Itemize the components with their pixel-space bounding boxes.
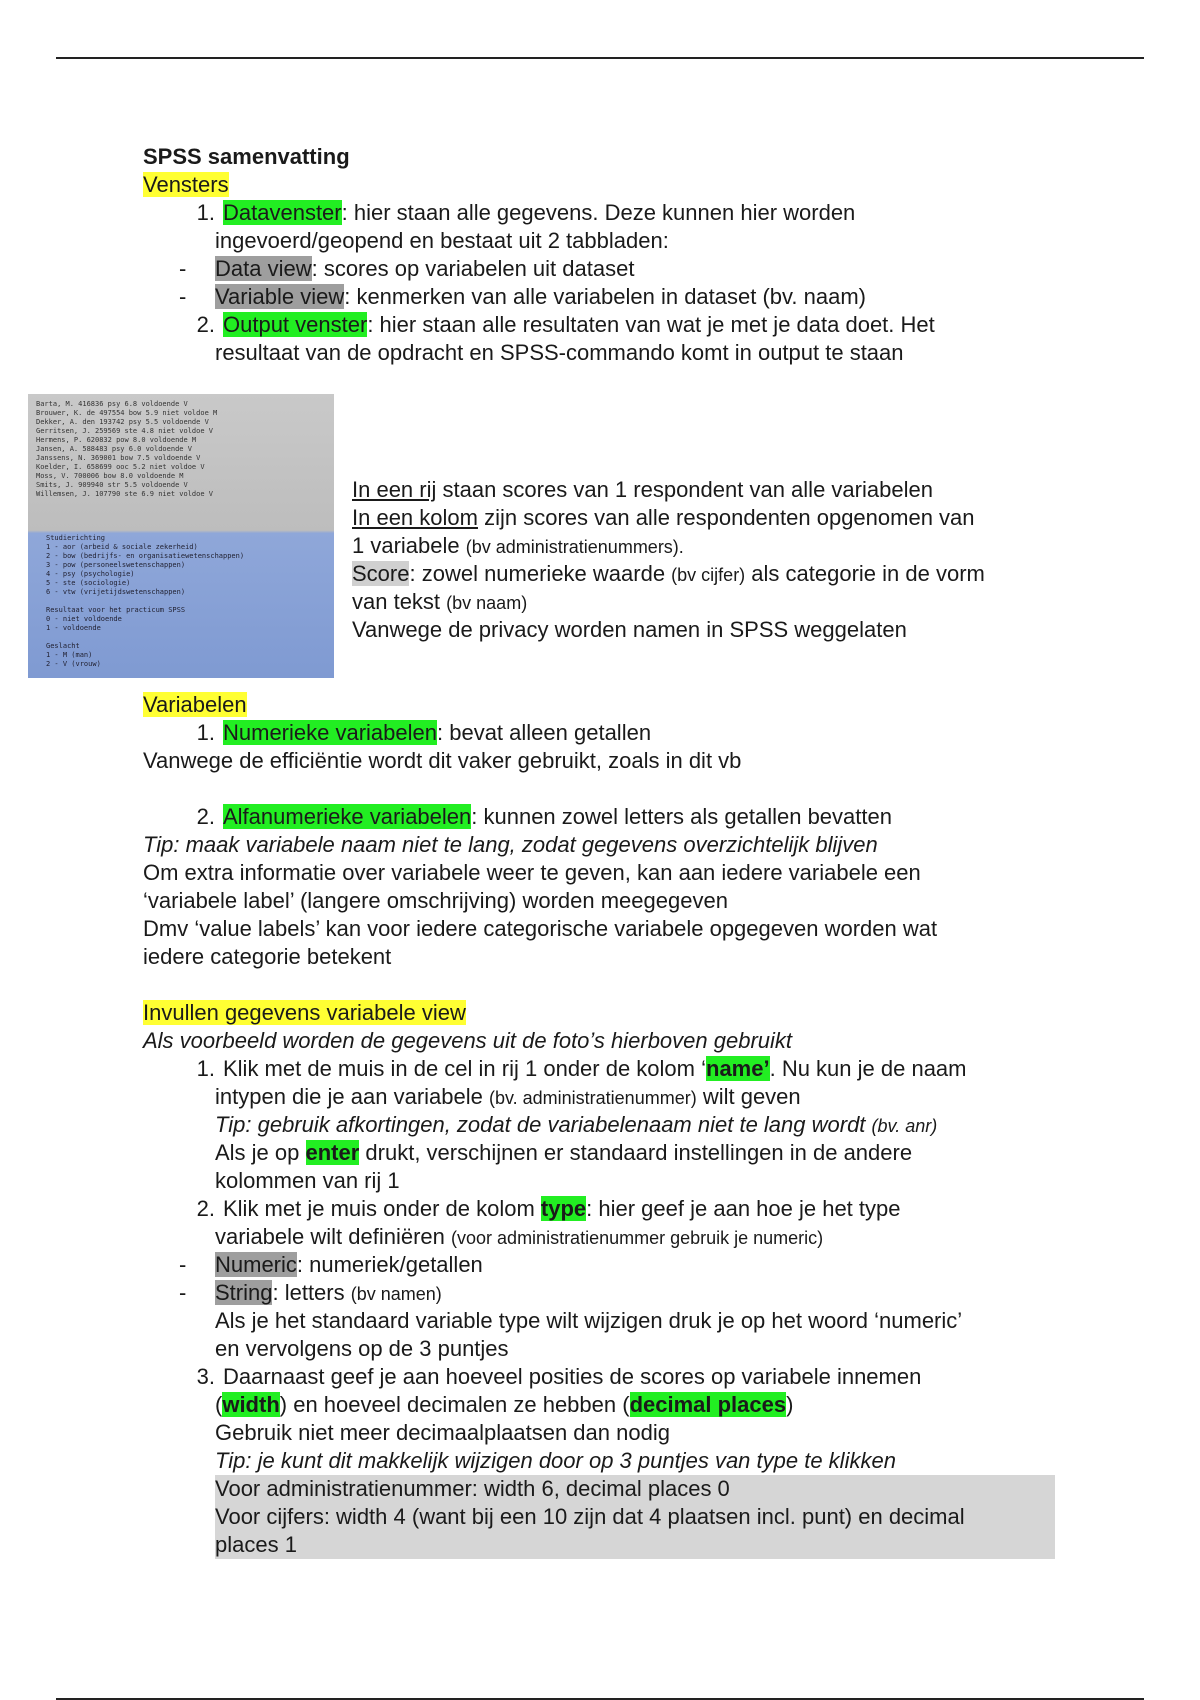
term-output-venster: Output venster bbox=[223, 312, 368, 337]
photo-legend-line: 1 - aor (arbeid & sociale zekerheid) bbox=[46, 543, 198, 551]
photo-row: Willemsen, J. 107790 ste 6.9 niet voldoe V bbox=[36, 490, 214, 498]
term-datavenster: Datavenster bbox=[223, 200, 342, 225]
term-alfanumerieke-variabelen: Alfanumerieke variabelen bbox=[223, 804, 472, 829]
photo-explanation: In een rij staan scores van 1 respondent van alle variabelen In een kolom zijn scores van alle respondenten opgenomen van 1 variabele (bv administratienummers). Score: zowel numerieke waarde (bv cijfer) als categorie in de vorm van tekst (bv naam) Vanwege de privacy worden namen in SPSS weggelaten bbox=[352, 477, 985, 642]
photo-row: Moss, V. 700006 bow 8.0 voldoende M bbox=[36, 472, 184, 480]
photo-row: Hermens, P. 620832 pow 8.0 voldoende M bbox=[36, 436, 197, 444]
section-heading-invullen: Invullen gegevens variabele view bbox=[143, 1000, 466, 1025]
term-type: type bbox=[540, 1196, 587, 1221]
photo-row: Brouwer, K. de 497554 bow 5.9 niet voldoe M bbox=[36, 409, 218, 417]
term-numerieke-variabelen: Numerieke variabelen bbox=[223, 720, 437, 745]
section-variabelen: Variabelen 1. Numerieke variabelen: bevat alleen getallen Vanwege de efficiëntie wordt dit vaker gebruikt, zoals in dit vb 2. Alfanumerieke variabelen: kunnen zowel letters als getallen bevatten Tip: maak variabele naam niet te lang, zodat gegevens overzichtelijk blijven Om extra informatie over variabele weer te geven, kan aan iedere variabele een ‘variabele label’ (langere omschrijving) worden meegegeven Dmv ‘value labels’ kan voor iedere categorische variabele opgegeven worden wat iedere categorie betekent Invullen gegevens variabele view Als voorbeeld worden de gegevens uit de foto’s hierboven gebruikt 1. Klik met de muis in de cel in rij 1 onder de kolom ‘name’. Nu kun je de naam intypen die je aan variabele (bv. administratienummer) wilt geven Tip: gebruik afkortingen, zodat de variabelenaam niet te lang wordt (bv. anr) Als je op enter drukt, verschijnen er standaard instellingen in de andere kolommen van rij 1 2. Klik met je muis onder de kolom type: hier geef je aan hoe je het type variabele wilt definiëren (voor administratienummer gebruik je numeric) - Numeric: numeriek/getallen - String: letters (bv namen) Als je het standaard variable type wilt wijzigen druk je op het woord ‘numeric’ en vervolgens op de 3 puntjes 3. Daarnaast geef je aan hoeveel posities de scores op variabele innemen (width) en hoeveel decimalen ze hebben (decimal places) Gebruik niet meer decimaalplaatsen dan nodig Tip: je kunt dit makkelijk wijzigen door op 3 puntjes van type te klikken Voor administratienummer: width 6, decimal places 0 Voor cijfers: width 4 (want bij een 10 zijn dat 4 plaatsen incl. punt) en decimal places 1 bbox=[143, 691, 1063, 1559]
variabelen-item-1: 1. Numerieke variabelen: bevat alleen getallen bbox=[196, 720, 652, 745]
document-body bbox=[143, 143, 1063, 367]
photo-legend-line: 4 - psy (psychologie) bbox=[46, 570, 135, 578]
photo-legend-line: 2 - bow (bedrijfs- en organisatiewetenschappen) bbox=[46, 552, 245, 560]
photo-legend-line: 0 - niet voldoende bbox=[46, 615, 122, 623]
invullen-step-1: 1. Klik met de muis in de cel in rij 1 onder de kolom ‘name’. Nu kun je de naam bbox=[196, 1056, 967, 1081]
photo-row: Smits, J. 909940 str 5.5 voldoende V bbox=[36, 481, 188, 489]
photo-legend-line: 6 - vtw (vrijetijdswetenschappen) bbox=[46, 588, 186, 596]
photo-legend-line bbox=[46, 597, 244, 606]
vensters-item-1: 1. Datavenster: hier staan alle gegevens. Deze kunnen hier worden bbox=[196, 200, 856, 225]
variabelen-tip: Tip: maak variabele naam niet te lang, zodat gegevens overzichtelijk blijven bbox=[143, 832, 878, 857]
invullen-step-2: 2. Klik met je muis onder de kolom type: hier geef je aan hoe je het type bbox=[196, 1196, 901, 1221]
photo-legend-line: 5 - ste (sociologie) bbox=[46, 579, 131, 587]
term-score: Score bbox=[352, 561, 410, 586]
vensters-item-2-cont: resultaat van de opdracht en SPSS-commando komt in output te staan bbox=[215, 340, 904, 365]
term-name: name’ bbox=[706, 1056, 770, 1081]
header-rule bbox=[56, 57, 1144, 59]
photo-legend-line: 1 - voldoende bbox=[46, 624, 101, 632]
term-numeric: Numeric bbox=[215, 1252, 297, 1277]
photo-data-rows bbox=[36, 400, 217, 499]
section-heading-variabelen: Variabelen bbox=[143, 692, 247, 717]
photo-legend-line bbox=[46, 633, 244, 642]
photo-row: Jansen, A. 588483 psy 6.0 voldoende V bbox=[36, 445, 192, 453]
photo-legend-line: Geslacht bbox=[46, 642, 80, 650]
photo-legend-line: Resultaat voor het practicum SPSS bbox=[46, 606, 186, 614]
photo-legend-line: 2 - V (vrouw) bbox=[46, 660, 101, 668]
dataset-photo bbox=[28, 394, 334, 678]
photo-row: Koelder, I. 658699 ooc 5.2 niet voldoe V bbox=[36, 463, 205, 471]
term-decimal-places: decimal places bbox=[629, 1392, 787, 1417]
photo-row: Gerritsen, J. 259569 ste 4.8 niet voldoe V bbox=[36, 427, 214, 435]
term-string: String bbox=[215, 1280, 273, 1305]
document-title: SPSS samenvatting bbox=[143, 144, 350, 169]
photo-legend bbox=[46, 534, 244, 669]
term-width: width bbox=[222, 1392, 280, 1417]
photo-row: Janssens, N. 369001 bow 7.5 voldoende V bbox=[36, 454, 201, 462]
photo-row: Dekker, A. den 193742 psy 5.5 voldoende V bbox=[36, 418, 209, 426]
photo-legend-line: Studierichting bbox=[46, 534, 106, 542]
section-heading-vensters: Vensters bbox=[143, 172, 229, 197]
invullen-step-3: 3. Daarnaast geef je aan hoeveel posities de scores op variabele innemen bbox=[196, 1364, 922, 1389]
term-data-view: Data view bbox=[215, 256, 312, 281]
vensters-item-1-cont: ingevoerd/geopend en bestaat uit 2 tabbladen: bbox=[215, 228, 669, 253]
example-box: Voor administratienummer: width 6, decimal places 0 Voor cijfers: width 4 (want bij een 10 zijn dat 4 plaatsen incl. punt) en decimal places 1 bbox=[215, 1475, 1055, 1559]
vensters-item-2: 2. Output venster: hier staan alle resultaten van wat je met je data doet. Het bbox=[196, 312, 935, 337]
term-enter: enter bbox=[305, 1140, 360, 1165]
term-variable-view: Variable view bbox=[215, 284, 345, 309]
photo-legend-line: 1 - M (man) bbox=[46, 651, 93, 659]
vensters-sub-1: - Data view: scores op variabelen uit dataset bbox=[179, 256, 635, 281]
variabelen-item-2: 2. Alfanumerieke variabelen: kunnen zowel letters als getallen bevatten bbox=[196, 804, 892, 829]
vensters-sub-2: - Variable view: kenmerken van alle variabelen in dataset (bv. naam) bbox=[179, 284, 866, 309]
photo-row: Barta, M. 416836 psy 6.8 voldoende V bbox=[36, 400, 188, 408]
photo-legend-line: 3 - pow (personeelswetenschappen) bbox=[46, 561, 186, 569]
